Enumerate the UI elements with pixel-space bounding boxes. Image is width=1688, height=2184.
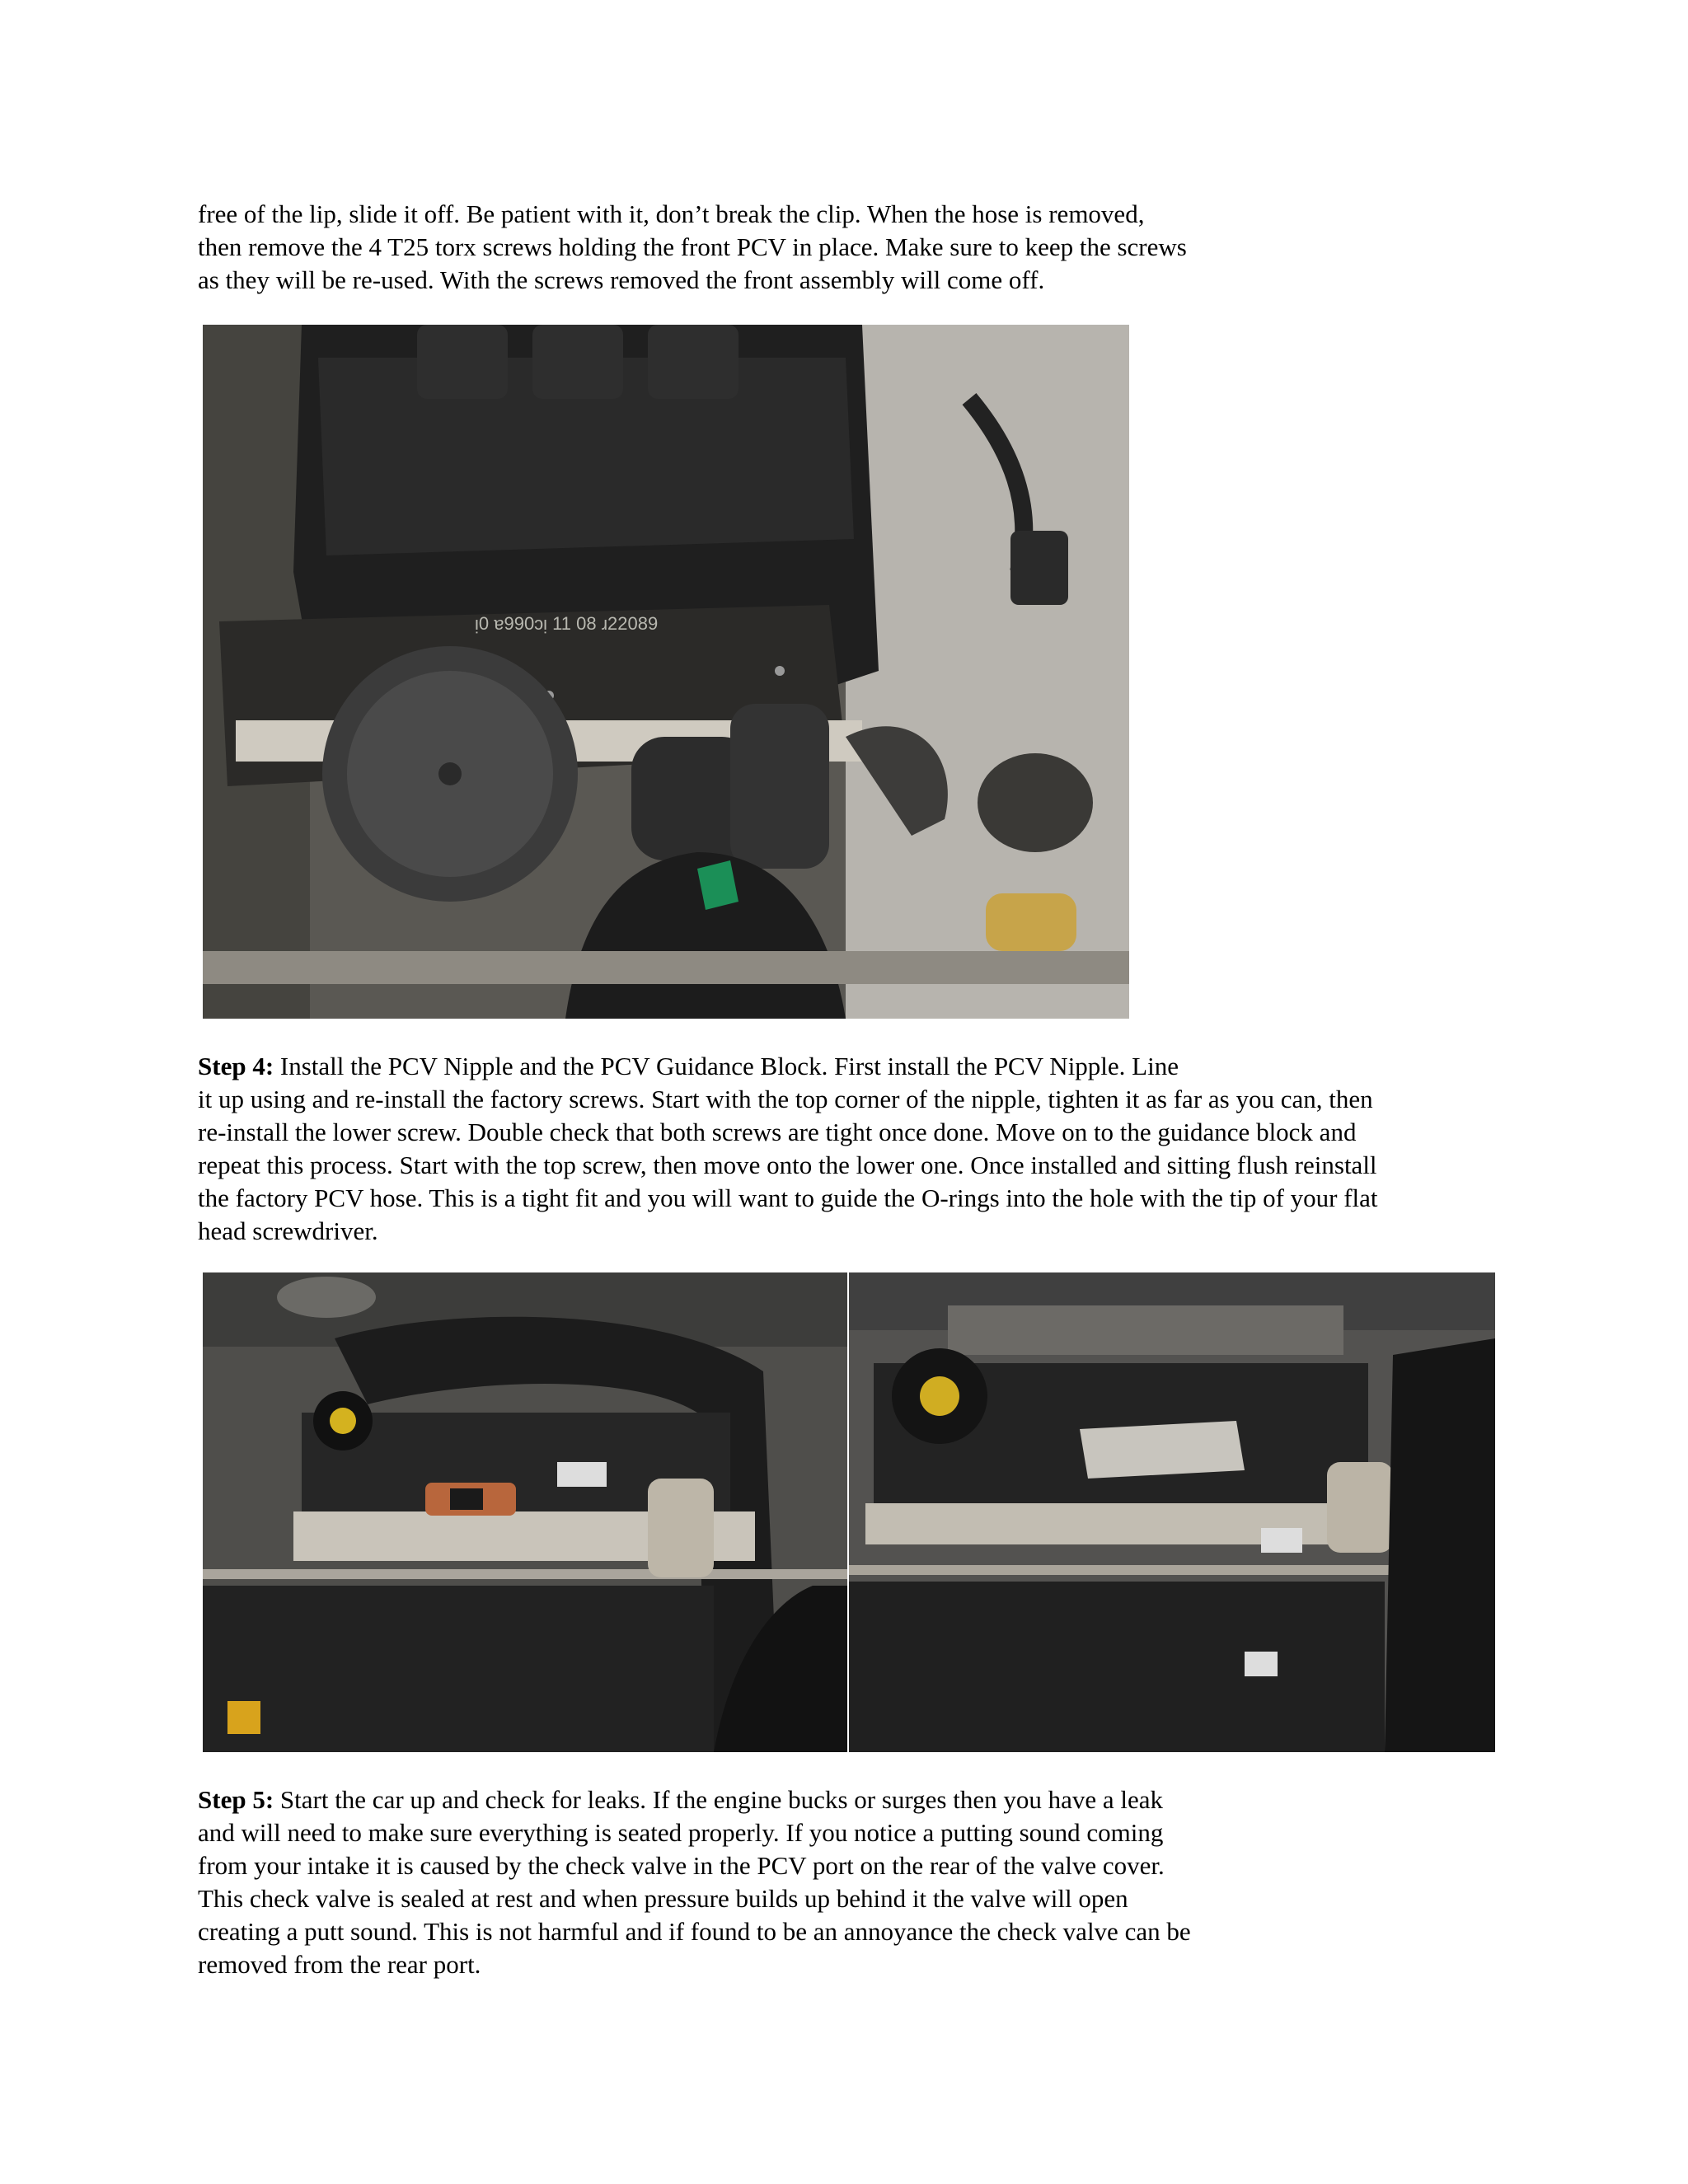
step4-line: re-install the lower screw. Double check that both screws are tight once done. Move on to the guidance block and xyxy=(198,1118,1357,1146)
intro-line: as they will be re-used. With the screws removed the front assembly will come off. xyxy=(198,265,1045,294)
step5-first-line-text: Start the car up and check for leaks. If the engine bucks or surges then you have a leak xyxy=(274,1785,1164,1814)
valve-cover-casting-text: ᴉ0 ɐ990ɔᴉ 11 08 ɹ22089 xyxy=(475,613,659,634)
step4-line: the factory PCV hose. This is a tight fit and you will want to guide the O-rings into the hole with the tip of your flat xyxy=(198,1183,1378,1212)
intro-line: then remove the 4 T25 torx screws holding the front PCV in place. Make sure to keep the screws xyxy=(198,232,1187,261)
engine-photo-guidance-block xyxy=(203,1272,847,1752)
step4-paragraph xyxy=(198,1050,1378,1248)
intro-line: free of the lip, slide it off. Be patient with it, don’t break the clip. When the hose is removed, xyxy=(198,199,1145,228)
step4-line: it up using and re-install the factory screws. Start with the top corner of the nipple, tighten it as far as you can, then xyxy=(198,1085,1373,1113)
step4-label: Step 4: xyxy=(198,1052,274,1080)
step5-line: This check valve is sealed at rest and when pressure builds up behind it the valve will open xyxy=(198,1884,1128,1913)
step5-line: and will need to make sure everything is seated properly. If you notice a putting sound coming xyxy=(198,1818,1164,1847)
step4-first-line xyxy=(198,1050,1378,1083)
step5-line: creating a putt sound. This is not harmful and if found to be an annoyance the check valve can be xyxy=(198,1917,1191,1946)
step4-line: head screwdriver. xyxy=(198,1216,378,1245)
step5-first-line xyxy=(198,1783,1191,1816)
engine-photo-pcv-removal xyxy=(203,325,1129,1019)
step5-line: from your intake it is caused by the check valve in the PCV port on the rear of the valve cover. xyxy=(198,1851,1165,1880)
step4-first-line-text: Install the PCV Nipple and the PCV Guidance Block. First install the PCV Nipple. Line xyxy=(274,1052,1179,1080)
step4-line: repeat this process. Start with the top screw, then move onto the lower one. Once installed and sitting flush reinstall xyxy=(198,1151,1377,1179)
step5-label: Step 5: xyxy=(198,1785,274,1814)
step5-paragraph xyxy=(198,1783,1191,1981)
intro-paragraph xyxy=(198,198,1187,297)
step5-line: removed from the rear port. xyxy=(198,1950,481,1979)
engine-photo-reinstalled xyxy=(849,1272,1495,1752)
